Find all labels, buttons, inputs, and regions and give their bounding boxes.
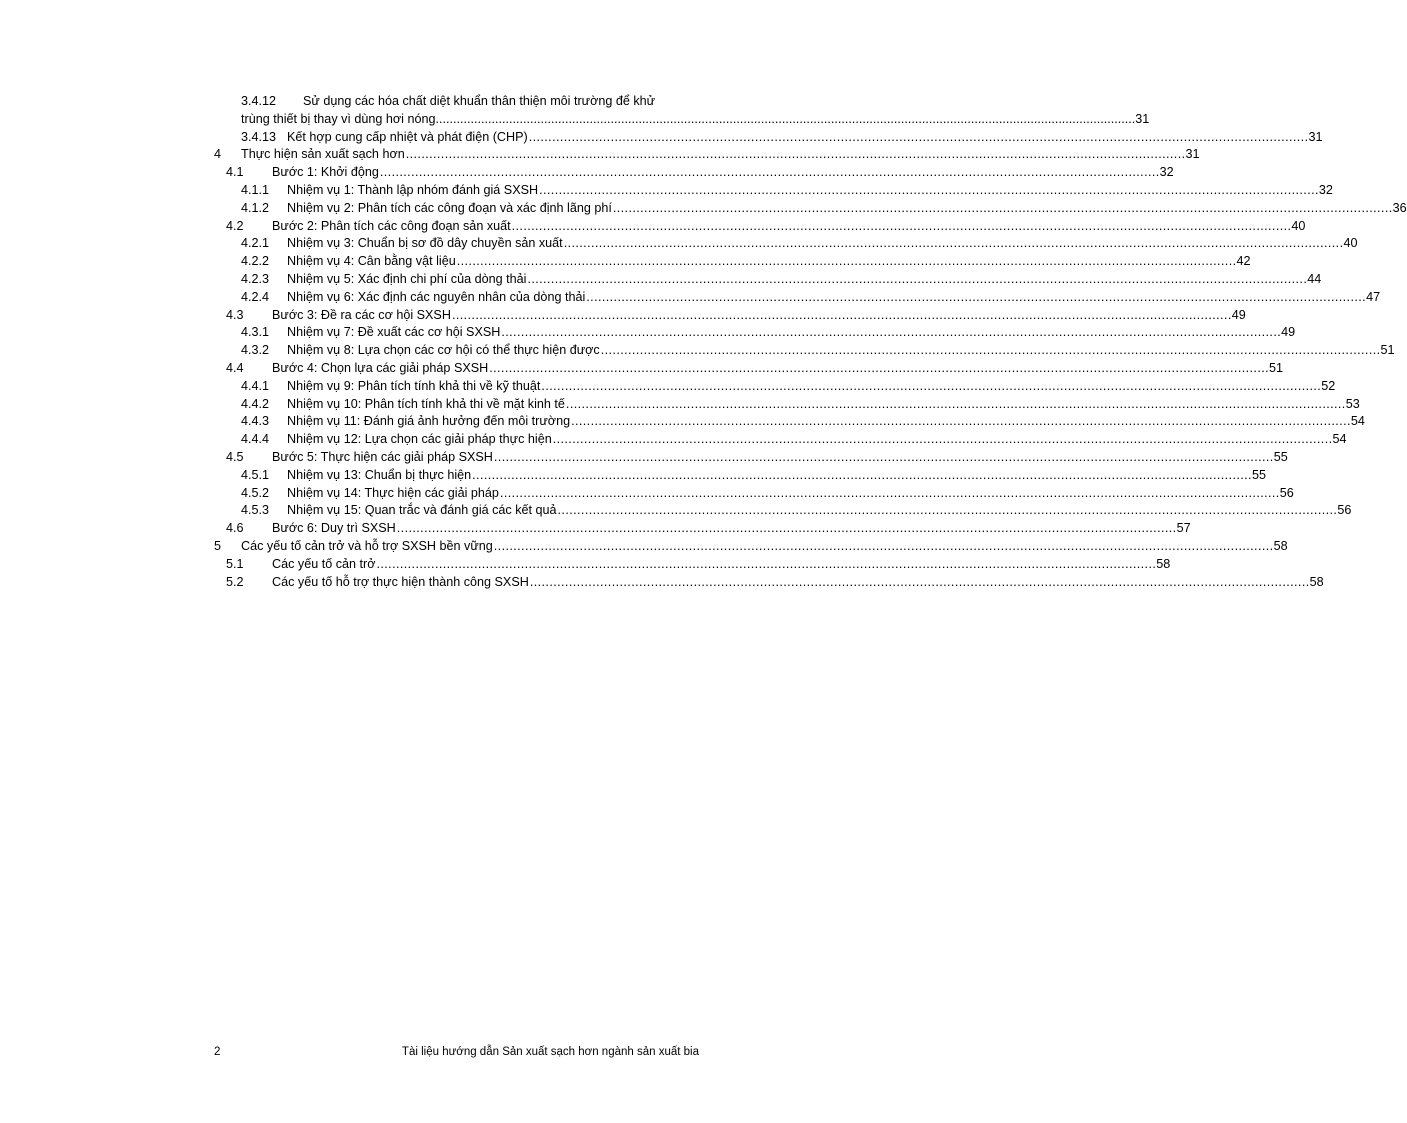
toc-entry-title: Bước 4: Chọn lựa các giải pháp SXSH [272, 360, 489, 375]
toc-entry-page: 51 [1269, 360, 1284, 375]
toc-entry[interactable] [0, 218, 1306, 236]
dot-leader: ........................................................................................................................................................................................................ [571, 414, 1351, 429]
toc-entry[interactable] [0, 502, 1352, 520]
toc-entry-title: Các yếu tố cản trở [272, 556, 376, 571]
toc-entry-number: 5.1 [226, 556, 244, 571]
toc-entry[interactable] [0, 182, 1333, 200]
toc-entry[interactable] [0, 235, 1358, 253]
toc-entry-number: 4.4 [226, 360, 244, 375]
toc-entry-number: 4.6 [226, 521, 244, 536]
dot-leader: ........................................................................................................................................................................................................ [501, 325, 1282, 340]
toc-entry-number: 3.4.12 [241, 94, 277, 108]
toc-entry-page: 40 [1291, 218, 1306, 233]
toc-entry-page: 51 [1380, 343, 1395, 358]
dot-leader: ........................................................................................................................................................................................................ [499, 485, 1280, 500]
toc-entry-number: 3.4.13 [241, 129, 277, 144]
toc-entry-number: 4.5.2 [241, 485, 270, 500]
toc-entry-title: Nhiệm vụ 13: Chuẩn bị thực hiện [287, 467, 472, 482]
toc-entry-number: 4.5 [226, 449, 244, 464]
toc-entry-number: 4.1.1 [241, 182, 270, 197]
toc-entry[interactable] [0, 164, 1174, 182]
toc-entry-number: 4.5.3 [241, 503, 270, 518]
toc-entry-title: Nhiệm vụ 10: Phân tích tính khả thi về mặt kinh tế [287, 396, 565, 411]
toc-entry-title: Sử dụng các hóa chất diệt khuẩn thân thiện môi trường để khử [303, 94, 656, 108]
toc-entry-title: Bước 2: Phân tích các công đoạn sản xuất [272, 218, 511, 233]
dot-leader: ........................................................................................................................................................................................................ [493, 449, 1274, 464]
toc-entry-title: Nhiệm vụ 4: Cân bằng vật liệu [287, 254, 456, 269]
toc-entry-page: 54 [1350, 414, 1365, 429]
toc-entry[interactable] [0, 556, 1171, 574]
toc-entry[interactable] [0, 289, 1381, 307]
toc-entry[interactable] [0, 538, 1288, 556]
toc-entry[interactable] [0, 431, 1347, 449]
toc-entry-number: 4.1.2 [241, 200, 270, 215]
toc-entry-page: 42 [1236, 254, 1251, 269]
toc-entry-page: 58 [1309, 574, 1324, 589]
dot-leader: ........................................................................................................................................................................................................ [396, 521, 1177, 536]
toc-entry-page: 31 [1135, 111, 1150, 126]
toc-entry[interactable] [0, 467, 1266, 485]
toc-entry-number: 4.4.2 [241, 396, 270, 411]
dot-leader: ........................................................................................................................................................................................................ [528, 129, 1309, 144]
toc-entry-title: Bước 3: Đề ra các cơ hội SXSH [272, 307, 451, 322]
toc-entry[interactable] [0, 253, 1251, 271]
toc-entry-number: 4 [214, 147, 222, 162]
toc-entry-page: 49 [1281, 325, 1296, 340]
dot-leader: ........................................................................................................................................................................................................ [456, 254, 1237, 269]
toc-entry-page: 40 [1343, 236, 1358, 251]
toc-entry-title: Nhiệm vụ 1: Thành lập nhóm đánh giá SXSH [287, 182, 539, 197]
toc-entry-page: 56 [1337, 503, 1352, 518]
toc-entry-title: Kết hợp cung cấp nhiệt và phát điện (CHP) [287, 129, 528, 144]
toc-entry[interactable] [0, 413, 1365, 431]
dot-leader: ........................................................................................................................................................................................................ [376, 556, 1157, 571]
toc-entry-title: Các yếu tố cản trở và hỗ trợ SXSH bền vững [241, 538, 493, 553]
dot-leader: ........................................................................................................................................................................................................ [539, 182, 1319, 197]
toc-entry-title: Nhiệm vụ 5: Xác định chi phí của dòng thải [287, 271, 527, 286]
toc-entry[interactable] [0, 324, 1296, 342]
toc-entry-page: 31 [1308, 129, 1323, 144]
toc-entry-page: 52 [1321, 378, 1336, 393]
toc-entry-title: Nhiệm vụ 6: Xác định các nguyên nhân của dòng thải [287, 289, 586, 304]
toc-entry[interactable] [0, 129, 1323, 147]
dot-leader: ........................................................................................................................................................................................................ [529, 574, 1310, 589]
dot-leader: ........................................................................................................................................................................................................ [527, 271, 1308, 286]
toc-entry[interactable] [0, 485, 1294, 503]
toc-entry[interactable] [0, 360, 1284, 378]
toc-entry[interactable] [0, 271, 1322, 289]
toc-entry-number: 4.4.1 [241, 378, 270, 393]
toc-entry-page: 53 [1345, 396, 1360, 411]
toc-entry[interactable] [0, 378, 1336, 396]
dot-leader: ........................................................................................................................................................................................................ [493, 538, 1274, 553]
toc-entry-number: 4.2.3 [241, 271, 270, 286]
toc-entry-title: Nhiệm vụ 11: Đánh giá ảnh hưởng đến môi trường [287, 414, 571, 429]
toc-entry-title: Nhiệm vụ 15: Quan trắc và đánh giá các kết quả [287, 503, 557, 518]
toc-entry[interactable] [0, 342, 1395, 360]
toc-entry[interactable] [0, 574, 1324, 592]
toc-entry-number: 4.3.1 [241, 325, 270, 340]
toc-entry[interactable] [0, 307, 1246, 325]
toc-entry-number: 4.3 [226, 307, 244, 322]
toc-entry-page: 56 [1279, 485, 1294, 500]
toc-entry-title: Thực hiện sản xuất sạch hơn [241, 147, 405, 162]
toc-entry[interactable] [0, 520, 1191, 538]
dot-leader: ........................................................................................................................................................................................................ [612, 200, 1393, 215]
toc-entry[interactable] [0, 93, 816, 111]
dot-leader: ........................................................................................................................................................................................................ [379, 165, 1160, 180]
footer-document-title: Tài liệu hướng dẫn Sản xuất sạch hơn ngành sản xuất bia [401, 1046, 699, 1058]
toc-entry-page: 58 [1273, 538, 1288, 553]
dot-leader: ........................................................................................................................................................................................................ [489, 360, 1270, 375]
dot-leader: ........................................................................................................................................................................................................ [600, 343, 1381, 358]
toc-entry-title: Nhiệm vụ 9: Phân tích tính khả thi về kỹ thuật [287, 378, 541, 393]
dot-leader: ........................................................................................................................................................................................................ [405, 147, 1186, 162]
footer-page-number: 2 [214, 1046, 221, 1058]
toc-entry-number: 4.3.2 [241, 343, 270, 358]
toc-entry-number: 5 [214, 538, 222, 553]
table-of-contents [0, 93, 1407, 591]
dot-leader: ........................................................................................................................................................................................................ [541, 378, 1322, 393]
toc-entry-title: Nhiệm vụ 14: Thực hiện các giải pháp [287, 485, 499, 500]
toc-entry-page: 32 [1159, 165, 1174, 180]
toc-entry-title: Bước 5: Thực hiện các giải pháp SXSH [272, 449, 493, 464]
dot-leader: ........................................................................................................................................................................................................ [435, 111, 1136, 126]
toc-entry-page: 58 [1156, 556, 1171, 571]
toc-entry-title: Các yếu tố hỗ trợ thực hiện thành công SXSH [272, 574, 529, 589]
toc-entry-number: 4.2 [226, 218, 244, 233]
toc-entry-title: Nhiệm vụ 3: Chuẩn bị sơ đồ dây chuyền sản xuất [287, 236, 563, 251]
toc-entry-continuation[interactable] [0, 111, 1150, 129]
toc-entry-title: Nhiệm vụ 2: Phân tích các công đoạn và xác định lãng phí [287, 200, 612, 215]
toc-entry-number: 4.4.3 [241, 414, 270, 429]
toc-entry-number: 4.2.2 [241, 254, 270, 269]
toc-entry-title: Bước 6: Duy trì SXSH [272, 521, 396, 536]
dot-leader: ........................................................................................................................................................................................................ [511, 218, 1292, 233]
toc-entry-page: 57 [1176, 521, 1191, 536]
toc-entry-title: Nhiệm vụ 12: Lựa chọn các giải pháp thực hiện [287, 432, 552, 447]
toc-entry[interactable] [0, 396, 1360, 414]
toc-entry-page: 36 [1392, 200, 1407, 215]
toc-entry-title: Nhiệm vụ 7: Đề xuất các cơ hội SXSH [287, 325, 501, 340]
toc-entry-title: Nhiệm vụ 8: Lựa chọn các cơ hội có thể thực hiện được [287, 343, 600, 358]
toc-entry[interactable] [0, 200, 1407, 218]
toc-entry-page: 31 [1185, 147, 1200, 162]
toc-entry-page: 44 [1307, 271, 1322, 286]
toc-entry-title: Bước 1: Khởi động [272, 165, 379, 180]
toc-entry-number: 4.2.4 [241, 289, 270, 304]
dot-leader: ........................................................................................................................................................................................................ [552, 432, 1333, 447]
toc-entry-page: 54 [1332, 432, 1347, 447]
toc-entry-number: 4.4.4 [241, 432, 270, 447]
dot-leader: ........................................................................................................................................................................................................ [557, 503, 1338, 518]
toc-entry-page: 49 [1231, 307, 1246, 322]
dot-leader: ........................................................................................................................................................................................................ [563, 236, 1344, 251]
toc-entry-page: 47 [1366, 289, 1381, 304]
toc-entry-title-continued: trùng thiết bị thay vì dùng hơi nóng [241, 111, 436, 126]
toc-entry[interactable] [0, 146, 1200, 164]
toc-entry-page: 55 [1273, 449, 1288, 464]
dot-leader: ........................................................................................................................................................................................................ [586, 289, 1367, 304]
toc-entry-number: 4.1 [226, 165, 244, 180]
dot-leader: ........................................................................................................................................................................................................ [472, 467, 1252, 482]
toc-entry-number: 4.2.1 [241, 236, 270, 251]
toc-entry-page: 32 [1318, 182, 1333, 197]
toc-entry-page: 55 [1251, 467, 1266, 482]
toc-entry-number: 4.5.1 [241, 467, 270, 482]
toc-entry[interactable] [0, 449, 1288, 467]
toc-entry-number: 5.2 [226, 574, 244, 589]
dot-leader: ........................................................................................................................................................................................................ [451, 307, 1232, 322]
dot-leader: ........................................................................................................................................................................................................ [565, 396, 1346, 411]
